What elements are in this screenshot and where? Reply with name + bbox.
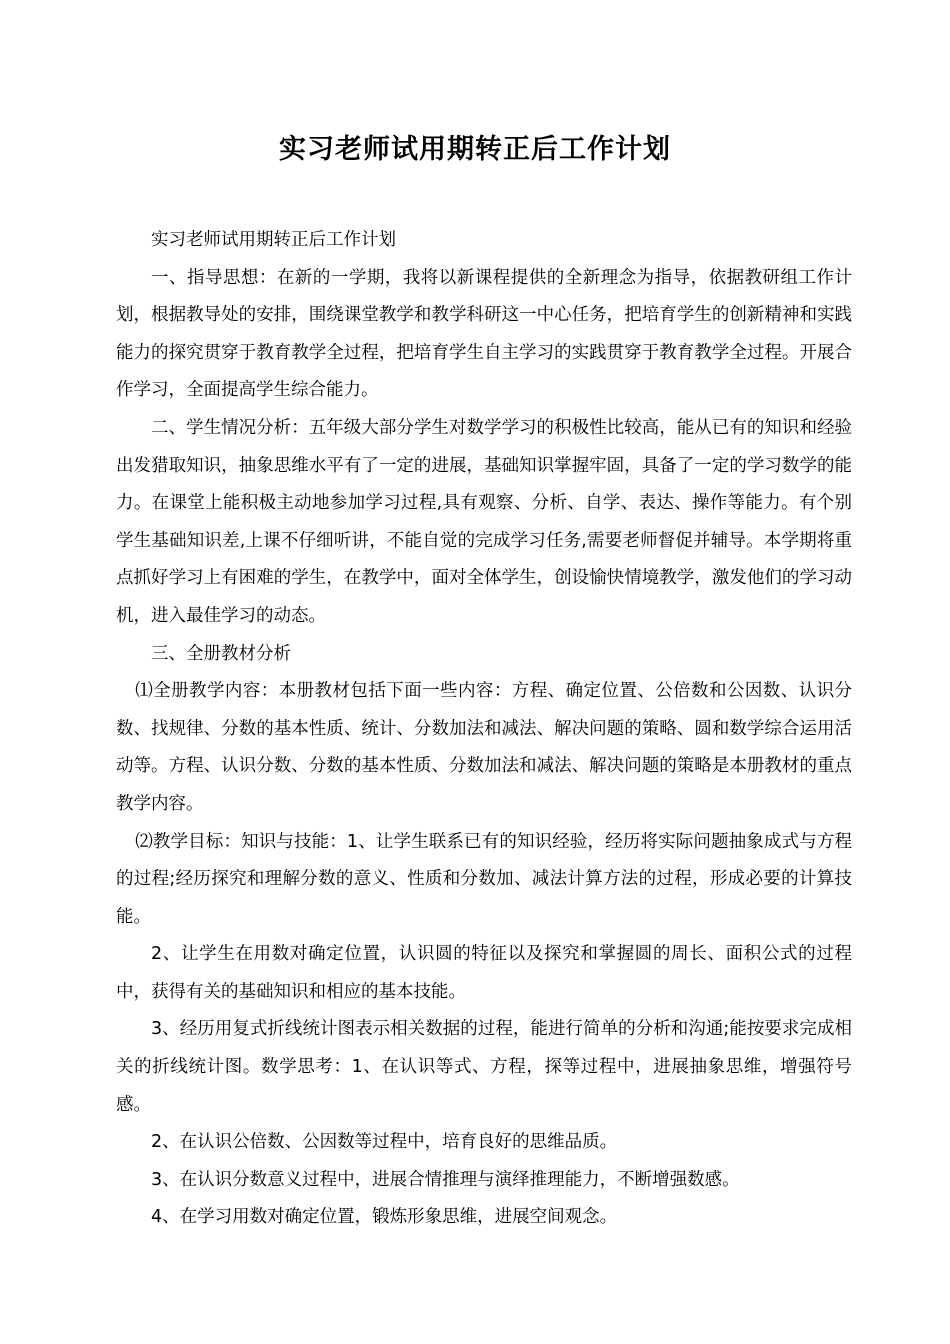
paragraph-goal-3: 3、经历用复式折线统计图表示相关数据的过程，能进行简单的分析和沟通;能按要求完成相关的折线统计图。数学思考：1、在认识等式、方程，探等过程中，进展抽象思维，增强符号感。 <box>116 1019 852 1115</box>
paragraph-thinking-2: 2、在认识公倍数、公因数等过程中，培育良好的思维品质。 <box>151 1132 618 1153</box>
paragraph-thinking-3: 3、在认识分数意义过程中，进展合情推理与演绎推理能力，不断增强数感。 <box>151 1169 740 1190</box>
paragraph-teaching-content: ⑴全册教学内容：本册教材包括下面一些内容：方程、确定位置、公倍数和公因数、认识分数、找规律、分数的基本性质、统计、分数加法和减法、解决问题的策略、圆和数学综合运用活动等。方程、认识分数、分数的基本性质、分数加法和减法、解决问题的策略是本册教材的重点教学内容。 <box>116 681 852 814</box>
paragraph-teaching-goals: ⑵教学目标：知识与技能：1、让学生联系已有的知识经验，经历将实际问题抽象成式与方程的过程;经历探究和理解分数的意义、性质和分数加、减法计算方法的过程，形成必要的计算技能。 <box>116 831 852 927</box>
paragraph-guiding-ideology: 一、指导思想：在新的一学期，我将以新课程提供的全新理念为指导，依据教研组工作计划，根据教导处的安排，围绕课堂教学和教学科研这一中心任务，把培育学生的创新精神和实践能力的探究贯穿于教育教学全过程，把培育学生自主学习的实践贯穿于教育教学全过程。开展合作学习，全面提高学生综合能力。 <box>116 267 852 401</box>
document-title: 实习老师试用期转正后工作计划 <box>279 134 671 165</box>
paragraph-goal-2: 2、让学生在用数对确定位置，认识圆的特征以及探究和掌握圆的周长、面积公式的过程中，获得有关的基础知识和相应的基本技能。 <box>116 944 852 1002</box>
paragraph-heading: 实习老师试用期转正后工作计划 <box>151 230 396 250</box>
paragraph-student-analysis: 二、学生情况分析：五年级大部分学生对数学学习的积极性比较高，能从已有的知识和经验出发猎取知识，抽象思维水平有了一定的进展，基础知识掌握牢固，具备了一定的学习数学的能力。在课堂上能积极主动地参加学习过程,具有观察、分析、自学、表达、操作等能力。有个别学生基础知识差,上课不仔细听讲，不能自觉的完成学习任务,需要老师督促并辅导。本学期将重点抓好学习上有困难的学生，在教学中，面对全体学生，创设愉快情境教学，激发他们的学习动机，进入最佳学习的动态。 <box>116 417 852 626</box>
paragraph-thinking-4: 4、在学习用数对确定位置，锻炼形象思维，进展空间观念。 <box>151 1207 618 1228</box>
paragraph-textbook-analysis-heading: 三、全册教材分析 <box>151 643 291 664</box>
document-body <box>116 222 852 1237</box>
